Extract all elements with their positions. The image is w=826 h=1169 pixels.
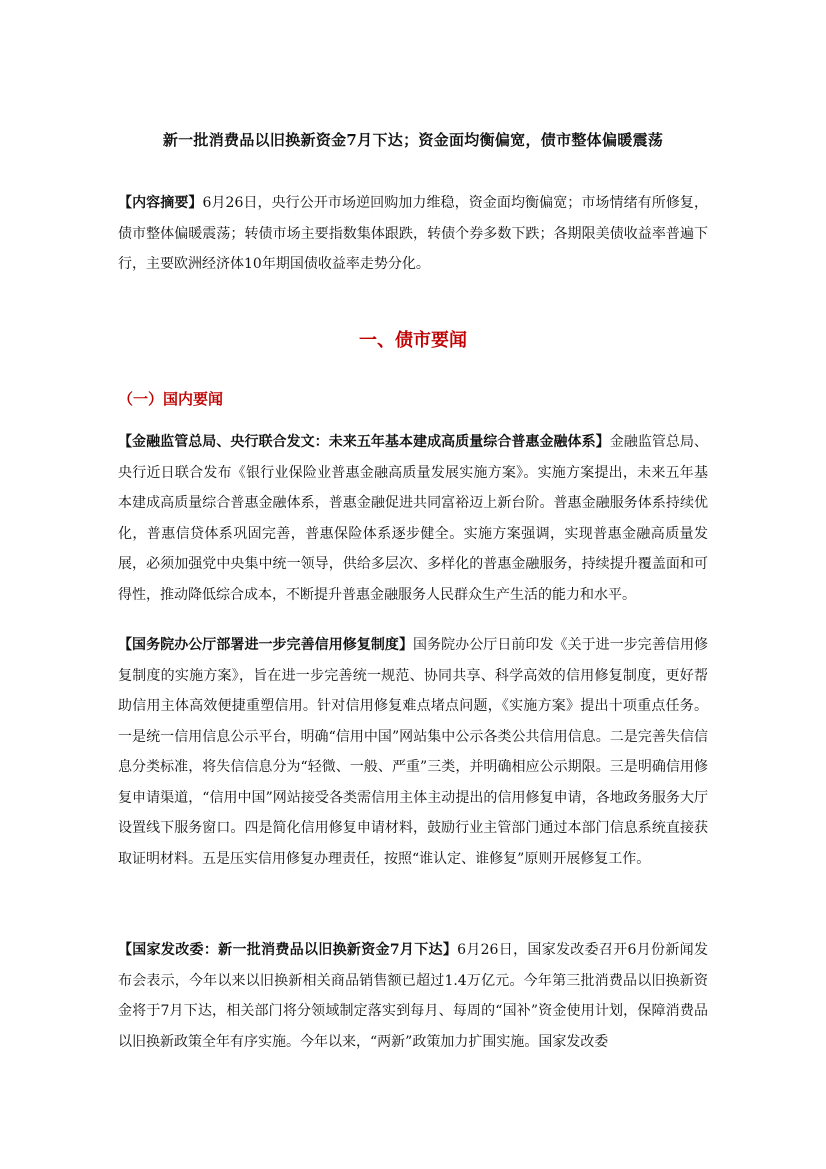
news-body: 金融监管总局、央行近日联合发布《银行业保险业普惠金融高质量发展实施方案》。实施方案提出，未来五年基本建成高质量综合普惠金融体系，普惠金融促进共同富裕迈上新台阶。普惠金融服务体系持续优化，普惠信贷体系巩固完善，普惠保险体系逐步健全。实施方案强调，实现普惠金融高质量发展，必须加强党中央集中统一领导，供给多层次、多样化的普惠金融服务，持续提升覆盖面和可得性，推动降低综合成本，不断提升普惠金融服务人民群众生产生活的能力和水平。 — [118, 434, 709, 603]
news-item-2 — [118, 630, 708, 874]
news-headline: 【国家发改委：新一批消费品以旧换新资金7月下达】 — [118, 942, 458, 958]
summary-label: 【内容摘要】 — [118, 195, 203, 211]
news-body: 国务院办公厅日前印发《关于进一步完善信用修复制度的实施方案》，旨在进一步完善统一规范、协同共享、科学高效的信用修复制度，更好帮助信用主体高效便捷重塑信用。针对信用修复难点堵点问题，《实施方案》提出十项重点任务。一是统一信用信息公示平台，明确“信用中国”网站集中公示各类公共信用信息。二是完善失信信息分类标准，将失信信息分为“轻微、一般、严重”三类，并明确相应公示期限。三是明确信用修复申请渠道，“信用中国”网站接受各类需信用主体主动提出的信用修复申请，各地政务服务大厅设置线下服务窗口。四是简化信用修复申请材料，鼓励行业主管部门通过本部门信息系统直接获取证明材料。五是压实信用修复办理责任，按照“谁认定、谁修复”原则开展修复工作。 — [118, 637, 709, 867]
news-body: 6月26日，国家发改委召开6月份新闻发布会表示，今年以来以旧换新相关商品销售额已超过1.4万亿元。今年第三批消费品以旧换新资金将于7月下达，相关部门将分领域制定落实到每月、每周的“国补”资金使用计划，保障消费品以旧换新政策全年有序实施。今年以来，“两新”政策加力扩围实施。国家发改委 — [118, 942, 708, 1050]
news-headline: 【国务院办公厅部署进一步完善信用修复制度】 — [118, 637, 414, 653]
section-heading: 一、债市要闻 — [359, 330, 467, 351]
news-headline: 【金融监管总局、央行联合发文：未来五年基本建成高质量综合普惠金融体系】 — [118, 434, 610, 450]
news-item-1 — [118, 427, 708, 610]
summary-paragraph — [118, 188, 708, 280]
news-item-3 — [118, 935, 708, 1057]
subsection-heading: （一）国内要闻 — [118, 390, 224, 408]
summary-text: 6月26日，央行公开市场逆回购加力维稳，资金面均衡偏宽；市场情绪有所修复，债市整体偏暖震荡；转债市场主要指数集体跟跌，转债个券多数下跌；各期限美债收益率普遍下行，主要欧洲经济体10年期国债收益率走势分化。 — [118, 195, 708, 272]
document-title: 新一批消费品以旧换新资金7月下达；资金面均衡偏宽，债市整体偏暖震荡 — [162, 131, 664, 149]
